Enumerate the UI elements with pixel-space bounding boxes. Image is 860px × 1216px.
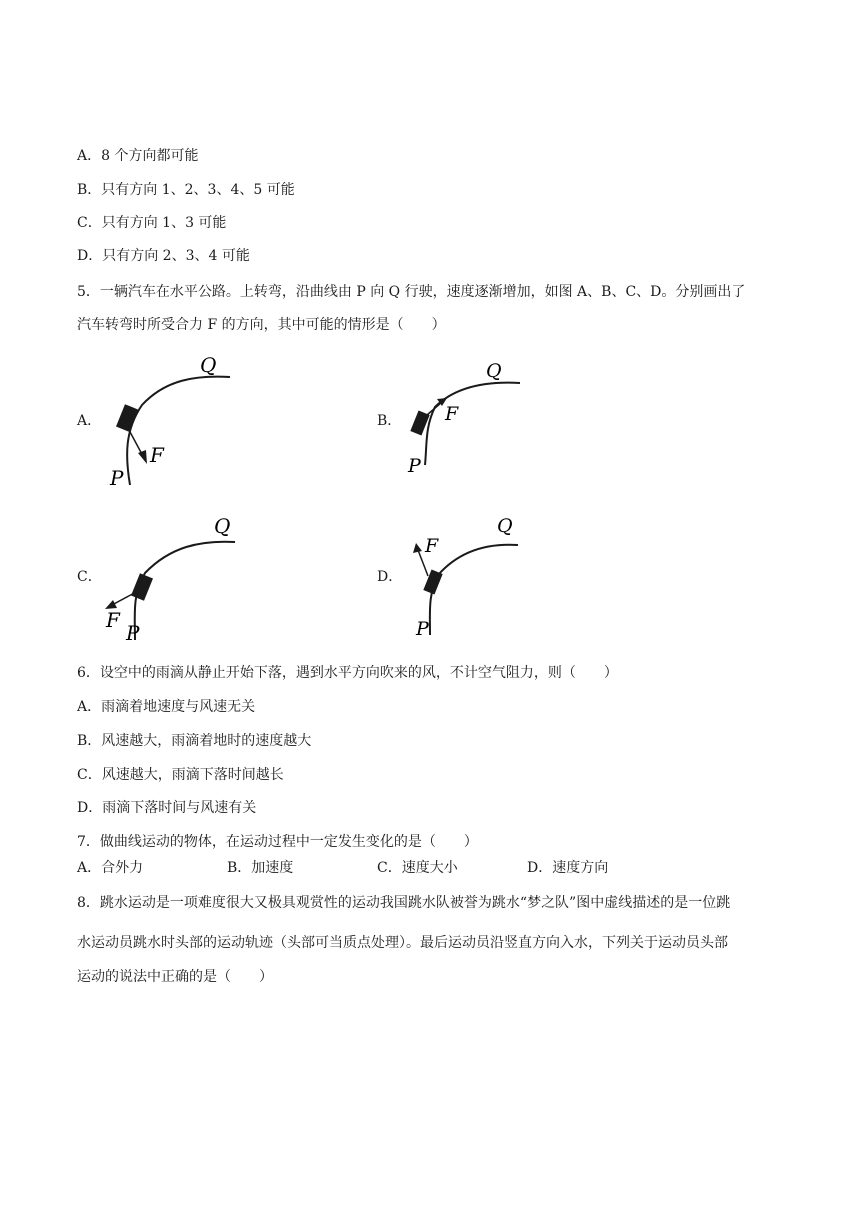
q5-figure-b-q: Q bbox=[486, 360, 502, 382]
q6-stem: 6．设空中的雨滴从静止开始下落，遇到水平方向吹来的风，不计空气阻力，则（ ） bbox=[77, 665, 618, 681]
q5-figure-b-f: F bbox=[445, 403, 459, 425]
q7-option-a: A．合外力 bbox=[77, 860, 144, 876]
q5-figure-d bbox=[400, 510, 560, 640]
q5-figure-a-q: Q bbox=[200, 353, 217, 377]
q6-option-b: B．风速越大，雨滴着地时的速度越大 bbox=[77, 733, 312, 749]
q6-option-d: D．雨滴下落时间与风速有关 bbox=[77, 800, 257, 816]
q5-figure-c-p: P bbox=[126, 621, 140, 645]
q4-option-d: D．只有方向 2、3、4 可能 bbox=[77, 248, 250, 264]
q5-figure-a-f: F bbox=[150, 443, 164, 467]
q8-stem-line3: 运动的说法中正确的是（ ） bbox=[77, 969, 273, 985]
q5-figure-c-f: F bbox=[106, 608, 120, 632]
q5-figure-c-q: Q bbox=[214, 514, 231, 538]
q7-option-d: D．速度方向 bbox=[527, 860, 609, 876]
q5-figure-d-f: F bbox=[425, 535, 439, 557]
q8-stem-line2: 水运动员跳水时头部的运动轨迹（头部可当质点处理）。最后运动员沿竖直方向入水，下列关于运动员头部 bbox=[77, 935, 728, 951]
q5-figure-d-p: P bbox=[416, 618, 429, 640]
q5-figure-b bbox=[400, 355, 560, 480]
q5-figure-c bbox=[100, 505, 260, 645]
q5-figure-d-q: Q bbox=[497, 515, 513, 537]
q8-stem-line1: 8．跳水运动是一项难度很大又极具观赏性的运动我国跳水队被誉为跳水“梦之队”图中虚线描述的是一位跳 bbox=[77, 895, 731, 911]
q5-figure-a-p: P bbox=[110, 466, 124, 490]
q5-stem-line2: 汽车转弯时所受合力 F 的方向，其中可能的情形是（ ） bbox=[77, 317, 446, 333]
q5-figure-a bbox=[100, 350, 260, 490]
q6-option-c: C．风速越大，雨滴下落时间越长 bbox=[77, 767, 284, 783]
q5-stem-line1: 5．一辆汽车在水平公路。上转弯，沿曲线由 P 向 Q 行驶，速度逐渐增加，如图 A、B、C、D。分别画出了 bbox=[77, 284, 746, 300]
q6-option-a: A．雨滴着地速度与风速无关 bbox=[77, 699, 256, 715]
q5-figure-d-label: D． bbox=[377, 569, 403, 585]
q4-option-c: C．只有方向 1、3 可能 bbox=[77, 215, 227, 231]
q4-option-b: B．只有方向 1、2、3、4、5 可能 bbox=[77, 182, 295, 198]
q7-stem: 7．做曲线运动的物体，在运动过程中一定发生变化的是（ ） bbox=[77, 834, 478, 850]
q5-figure-b-label: B． bbox=[377, 413, 402, 429]
q7-option-b: B．加速度 bbox=[227, 860, 294, 876]
q5-figure-c-label: C． bbox=[77, 569, 102, 585]
q4-option-a: A．8 个方向都可能 bbox=[77, 148, 199, 164]
q7-option-c: C．速度大小 bbox=[377, 860, 458, 876]
q5-figure-a-label: A． bbox=[77, 413, 102, 429]
q5-figure-b-p: P bbox=[408, 455, 421, 477]
